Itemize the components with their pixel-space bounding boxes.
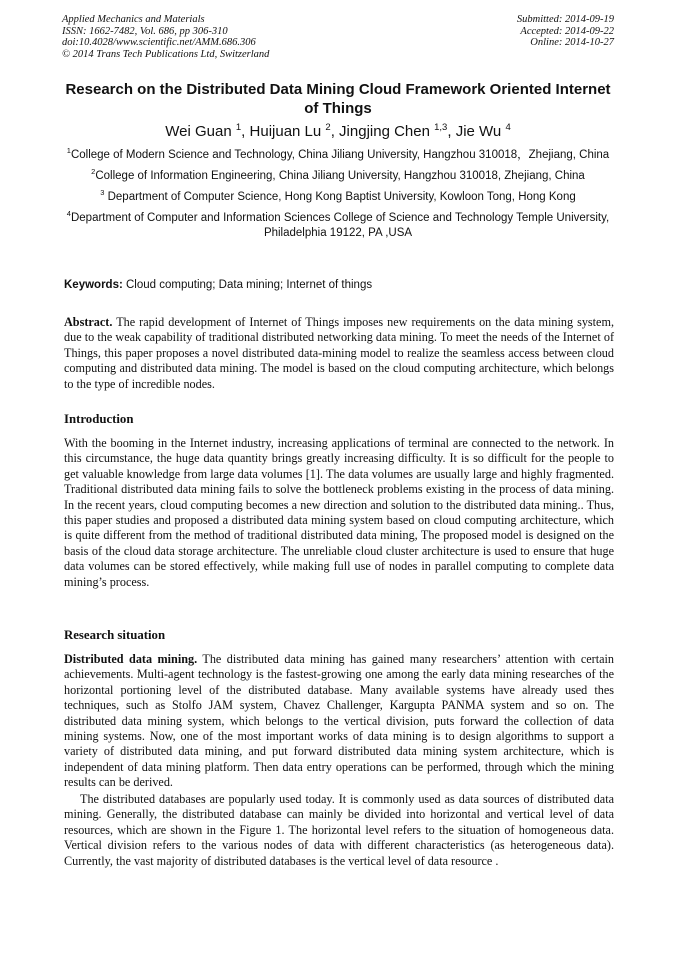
affiliations — [62, 148, 614, 247]
affiliation: $^1$College of Modern Science and Technology, China Jiliang University, Hangzhou 310018，Zhejiang, China — [66, 146, 610, 161]
submitted-date: Submitted: 2014-09-19 — [516, 14, 614, 25]
journal-copyright: © 2014 Trans Tech Publications Ltd, Switzerland — [62, 48, 270, 60]
introduction-paragraph: With the booming in the Internet industry, increasing applications of terminal are connected to the network. In this circumstance, the huge data quantity brings greatly increasing difficulty. It is so difficult for the people to get valuable knowledge from large data volumes [1]. The data volumes are usually large and highly fragmented. Traditional distributed data mining fails to solve the bottleneck problems existing in the process of data mining. In the recent years, cloud computing becomes a new direction and solution to the distributed data mining.. Thus, this paper studies and proposed a distributed data mining system based on cloud computing architecture, which is quite different from the method of traditional distributed data mining, The proposed model is designed on the basis of the cloud data storage architecture. The unreliable cloud cluster architecture is used to ensure that huge data volumes can be stored effectively, while making full use of nodes in parallel computing to complete data mining’s process. — [64, 436, 614, 589]
keywords-label: Keywords: — [64, 279, 123, 291]
section-heading-introduction: Introduction — [64, 412, 134, 426]
author: Jie Wu $^4$ — [455, 122, 511, 140]
journal-name: Applied Mechanics and Materials — [62, 14, 205, 25]
subsection-lead: Distributed data mining. — [64, 652, 198, 666]
author: Huijuan Lu $^2$, — [249, 122, 340, 140]
affiliation: $^2$College of Information Engineering, China Jiliang University, Hangzhou 310018, Zhejiang, China — [91, 167, 585, 182]
journal-doi: doi:10.4028/www.scientific.net/AMM.686.306 — [62, 37, 256, 48]
paper-title: Research on the Distributed Data Mining Cloud Framework Oriented Internet of Things — [65, 81, 611, 117]
affiliation: $^3$ Department of Computer Science, Hong Kong Baptist University, Kowloon Tong, Hong Kong — [100, 188, 576, 203]
abstract-label: Abstract. — [64, 315, 113, 329]
affiliation: $^4$Department of Computer and Information Sciences College of Science and Technology Temple University, Philadelphia 19122, PA ,USA — [66, 209, 610, 239]
research-situation-paragraph-2: The distributed databases are popularly used today. It is commonly used as data sources of distributed data mining. Generally, the distributed database can mainly be divided into horizontal and vertical level of data resources, which are shown in the Figure 1. The horizontal level refers to the situation of homogeneous data. Vertical division refers to the various nodes of data with different characteristics (as heterogeneous data). Currently, the vast majority of distributed databases is the vertical level of data resource . — [64, 792, 614, 868]
publication-dates — [517, 14, 614, 49]
section-heading-research-situation: Research situation — [64, 628, 166, 642]
accepted-date: Accepted: 2014-09-22 — [520, 25, 614, 37]
keywords-text: Cloud computing; Data mining; Internet of things — [122, 279, 373, 291]
author: Wei Guan $^1$, — [165, 122, 250, 140]
abstract — [64, 315, 614, 392]
online-date: Online: 2014-10-27 — [530, 37, 614, 48]
journal-info — [62, 14, 269, 60]
author-list — [60, 122, 616, 142]
keywords — [64, 278, 616, 293]
paragraph-text: The distributed data mining has gained many researchers’ attention with certain achievements. Multi-agent technology is the fastest-growing one among the early data mining researches of the horizontal portioning level of the distributed database. Many available systems have already used thes techniques, such as Stolfo JAM system, Chavez Challenger, Kargupta PANMA system and so on. The distributed data mining system, which belongs to the vertical division, puts forward the collection of data mining systems. Now, one of the most important works of data mining is to design algorithms to support a variety of distributed data mining, and put forward distributed data mining system architecture, which is independent of data mining platform. Then data entry operations can be performed, through which the mining results can be derived. — [64, 652, 615, 790]
journal-issn: ISSN: 1662-7482, Vol. 686, pp 306-310 — [62, 25, 228, 37]
research-situation-paragraph — [64, 652, 614, 791]
author: Jingjing Chen $^{1,3}$, — [339, 122, 456, 140]
abstract-text: The rapid development of Internet of Things imposes new requirements on the data mining system, due to the weak capability of traditional distributed networking data mining. To meet the needs of the Internet of Things, this paper proposes a novel distributed data-mining model to realize the seamless access between cloud computing and distributed data mining. The model is based on the cloud computing architecture, which belongs to the type of incredible nodes. — [64, 315, 614, 391]
